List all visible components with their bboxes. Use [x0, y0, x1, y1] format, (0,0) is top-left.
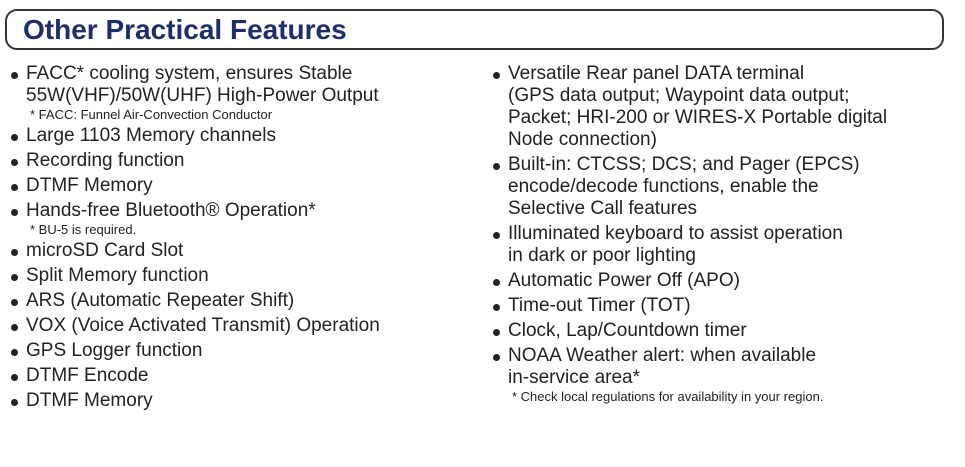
- list-item: [8, 365, 478, 387]
- item-line: NOAA Weather alert: when available: [508, 345, 817, 366]
- list-item: [490, 63, 960, 151]
- item-line: DTMF Memory: [26, 390, 153, 411]
- item-line: 55W(VHF)/50W(UHF) High-Power Output: [26, 85, 379, 106]
- item-line: encode/decode functions, enable the: [508, 176, 819, 197]
- item-line: Illuminated keyboard to assist operation: [508, 223, 843, 244]
- features-list-left: [8, 63, 478, 415]
- item-line: Large 1103 Memory channels: [26, 125, 276, 146]
- item-line: VOX (Voice Activated Transmit) Operation: [26, 315, 380, 336]
- item-line: Split Memory function: [26, 265, 209, 286]
- list-item: [8, 390, 478, 412]
- list-item: [490, 345, 960, 404]
- list-item: [8, 265, 478, 287]
- item-line: Recording function: [26, 150, 185, 171]
- list-item: [8, 200, 478, 237]
- item-line: Versatile Rear panel DATA terminal: [508, 63, 805, 84]
- item-line: Time-out Timer (TOT): [508, 295, 691, 316]
- item-line: in dark or poor lighting: [508, 245, 696, 266]
- list-item: [8, 315, 478, 337]
- list-item: [490, 223, 960, 267]
- section-header: [5, 9, 944, 50]
- list-item: [8, 340, 478, 362]
- item-line: Hands-free Bluetooth® Operation*: [26, 200, 316, 221]
- list-item: [8, 63, 478, 122]
- item-line: FACC* cooling system, ensures Stable: [26, 63, 353, 84]
- list-item: [8, 150, 478, 172]
- item-line: DTMF Encode: [26, 365, 149, 386]
- item-line: in-service area*: [508, 367, 640, 388]
- item-line: Packet; HRI-200 or WIRES-X Portable digital: [508, 107, 888, 128]
- item-line: GPS Logger function: [26, 340, 203, 361]
- page-title: Other Practical Features: [23, 14, 347, 45]
- list-item: [490, 295, 960, 317]
- footnote: * Check local regulations for availability in your region.: [512, 389, 824, 404]
- item-line: Selective Call features: [508, 198, 698, 219]
- footnote: * BU-5 is required.: [30, 222, 137, 237]
- item-line: DTMF Memory: [26, 175, 153, 196]
- list-item: [490, 270, 960, 292]
- item-line: Clock, Lap/Countdown timer: [508, 320, 747, 341]
- list-item: [8, 290, 478, 312]
- item-line: Built-in: CTCSS; DCS; and Pager (EPCS): [508, 154, 860, 175]
- item-line: Node connection): [508, 129, 657, 150]
- item-line: Automatic Power Off (APO): [508, 270, 740, 291]
- list-item: [490, 320, 960, 342]
- list-item: [490, 154, 960, 220]
- item-line: microSD Card Slot: [26, 240, 184, 261]
- item-line: ARS (Automatic Repeater Shift): [26, 290, 295, 311]
- features-list-right: [490, 63, 960, 407]
- item-line: (GPS data output; Waypoint data output;: [508, 85, 850, 106]
- list-item: [8, 240, 478, 262]
- list-item: [8, 125, 478, 147]
- list-item: [8, 175, 478, 197]
- footnote: * FACC: Funnel Air-Convection Conductor: [30, 107, 273, 122]
